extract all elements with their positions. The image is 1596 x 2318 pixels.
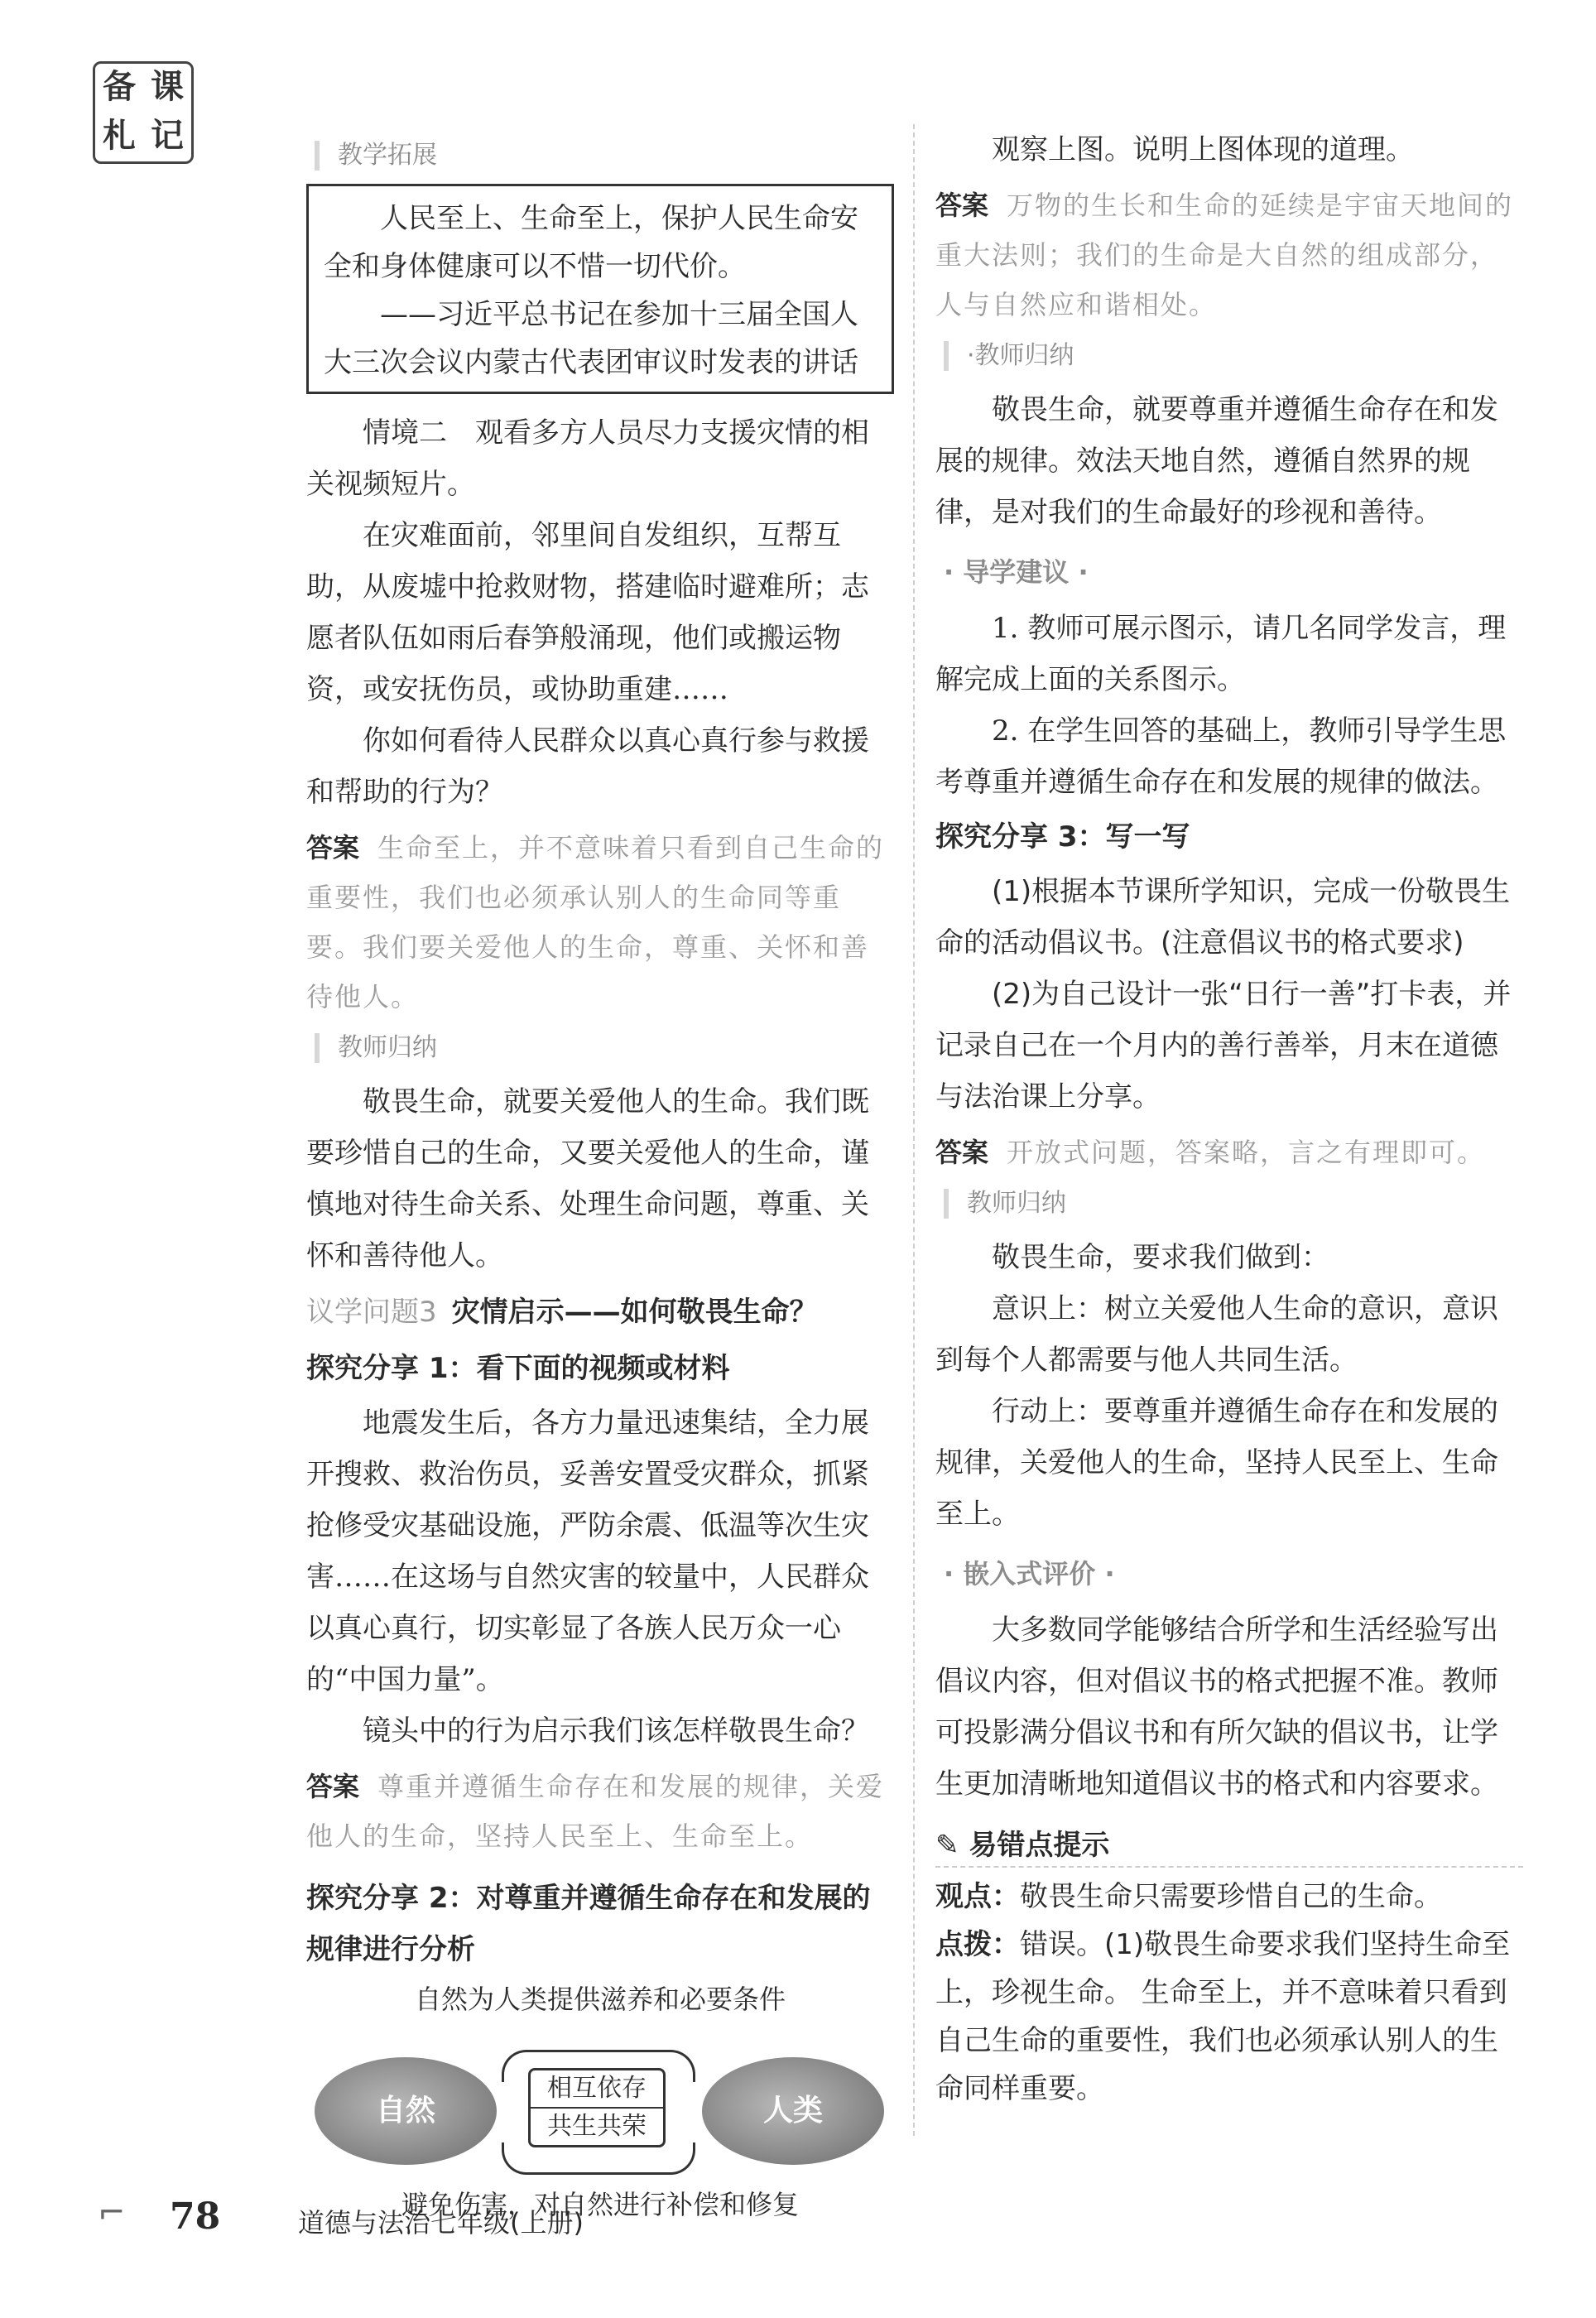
task-1: (1)根据本节课所学知识，完成一份敬畏生命的活动倡议书。(注意倡议书的格式要求)	[935, 875, 1511, 959]
requirement-action: 行动上：要尊重并遵循生命存在和发展的规律，关爱他人的生命，坚持人民至上、生命至上。	[935, 1395, 1498, 1531]
answer-text: 万物的生长和生命的延续是宇宙天地间的重大法则；我们的生命是大自然的组成部分，人与自然应和谐相处。	[935, 190, 1514, 320]
answer-block-4	[935, 1128, 1523, 1177]
quote-text: 人民至上、生命至上，保护人民生命安全和身体健康可以不惜一切代价。	[324, 202, 858, 283]
relationship-1: 相互依存	[547, 2074, 647, 2103]
answer-text: 开放式问题，答案略，言之有理即可。	[1007, 1137, 1486, 1168]
guidance-tag: · 导学建议 ·	[944, 556, 1089, 588]
page-number: 78	[170, 2195, 221, 2238]
task-2: (2)为自己设计一张“日行一善”打卡表，并记录自己在一个月内的善行善举，月末在道德与法治课上分享。	[935, 978, 1512, 1113]
summary-text: 敬畏生命，就要关爱他人的生命。我们既要珍惜自己的生命，又要关爱他人的生命，谨慎地对待生命关系、处理生命问题，尊重、关怀和善待他人。	[306, 1085, 869, 1272]
viewpoint-text: 敬畏生命只需要珍惜自己的生命。	[1020, 1880, 1442, 1913]
question-text: 你如何看待人民群众以真心真行参与救援和帮助的行为？	[306, 724, 869, 809]
material-text: 地震发生后，各方力量迅速集结，全力展开搜救、救治伤员，妥善安置受灾群众，抓紧抢修受灾基础设施，严防余震、低温等次生灾害……在这场与自然灾害的较量中，人民群众以真心真行，切实彰显了各族人民万众一心的“中国力量”。	[306, 1407, 869, 1696]
scenario-text: 在灾难面前，邻里间自发组织，互帮互助，从废墟中抢救财物，搭建临时避难所；志愿者队伍如雨后春笋般涌现，他们或搬运物资，或安抚伤员，或协助重建……	[306, 519, 869, 706]
pencil-icon: ✎	[935, 1829, 959, 1862]
right-column	[935, 124, 1523, 2113]
explore-share-2: 探究分享 2：对尊重并遵循生命存在和发展的规律进行分析	[306, 1882, 871, 1966]
footer-decoration-icon: ⌐	[98, 2194, 126, 2232]
common-mistake-title: 易错点提示	[969, 1829, 1110, 1862]
teacher-summary-tag-3: 教师归纳	[944, 1189, 1523, 1219]
quote-box	[306, 184, 894, 394]
tip	[935, 1921, 1523, 2113]
arrow-human-to-nature	[502, 2142, 695, 2175]
question-text-2: 镜头中的行为启示我们该怎样敬畏生命？	[363, 1714, 869, 1748]
answer-text: 尊重并遵循生命存在和发展的规律，关爱他人的生命，坚持人民至上、生命至上。	[306, 1771, 885, 1852]
guidance-2: 2. 在学生回答的基础上，教师引导学生思考尊重并遵循生命存在和发展的规律的做法。	[935, 714, 1507, 799]
requirements-intro: 敬畏生命，要求我们做到：	[992, 1241, 1329, 1274]
column-divider	[913, 124, 915, 2136]
common-mistake-heading	[935, 1825, 1523, 1868]
discussion-question	[306, 1286, 894, 1338]
stamp-char: 札	[103, 117, 136, 155]
stamp-char: 备	[103, 68, 136, 106]
discussion-tag: 议学问题3	[306, 1296, 437, 1329]
relationship-box	[528, 2068, 666, 2147]
discussion-title: 灾情启示——如何敬畏生命？	[451, 1296, 818, 1329]
answer-text: 生命至上，并不意味着只看到自己生命的重要性，我们也必须承认别人的生命同等重要。我们要关爱他人的生命，尊重、关怀和善待他人。	[306, 832, 885, 1012]
tip-label: 点拨：	[935, 1928, 1020, 1961]
answer-block-3	[935, 180, 1523, 329]
nature-image: 自然	[315, 2057, 497, 2165]
answer-label: 答案	[306, 832, 360, 863]
human-image: 人类	[702, 2057, 884, 2165]
answer-block-2	[306, 1762, 894, 1861]
explore-share-3: 探究分享 3：写一写	[935, 820, 1190, 854]
diagram-top-caption: 自然为人类提供滋养和必要条件	[414, 1984, 786, 2015]
tip-text: 错误。(1)敬畏生命要求我们坚持生命至上，珍视生命。 生命至上，并不意味着只看到自己生命的重要性，我们也必须承认别人的生命同样重要。	[935, 1928, 1511, 2105]
left-column	[306, 132, 894, 2219]
guidance-1: 1. 教师可展示图示，请几名同学发言，理解完成上面的关系图示。	[935, 612, 1507, 696]
relationship-2: 共生共荣	[531, 2107, 663, 2145]
embedded-evaluation-tag: · 嵌入式评价 ·	[944, 1558, 1115, 1589]
viewpoint-label: 观点：	[935, 1880, 1020, 1913]
answer-block	[306, 823, 894, 1022]
lesson-notes-stamp	[93, 61, 194, 164]
evaluation-text: 大多数同学能够结合所学和生活经验写出倡议内容，但对倡议书的格式把握不准。教师可投影满分倡议书和有所欠缺的倡议书，让学生更加清晰地知道倡议书的格式和内容要求。	[935, 1613, 1498, 1801]
observe-question: 观察上图。说明上图体现的道理。	[992, 133, 1414, 166]
answer-label: 答案	[935, 1137, 989, 1168]
requirement-awareness: 意识上：树立关爱他人生命的意识，意识到每个人都需要与他人共同生活。	[935, 1292, 1498, 1377]
answer-label: 答案	[306, 1771, 360, 1802]
stamp-char: 课	[151, 68, 184, 106]
summary-text-2: 敬畏生命，就要尊重并遵循生命存在和发展的规律。效法天地自然，遵循自然界的规律，是对我们的生命最好的珍视和善待。	[935, 393, 1498, 529]
teacher-summary-tag: 教师归纳	[315, 1033, 894, 1063]
scenario-two: 情境二 观看多方人员尽力支援灾情的相关视频短片。	[306, 416, 869, 501]
answer-label: 答案	[935, 190, 989, 221]
teaching-extension-tag: 教学拓展	[315, 141, 894, 171]
book-title: 道德与法治七年级(上册)	[298, 2207, 584, 2239]
explore-share-1: 探究分享 1：看下面的视频或材料	[306, 1352, 730, 1385]
quote-source: ——习近平总书记在参加十三届全国人大三次会议内蒙古代表团审议时发表的讲话	[324, 298, 858, 379]
viewpoint	[935, 1873, 1523, 1921]
diagram-bottom-caption: 避免伤害，对自然进行补偿和修复	[401, 2189, 799, 2220]
nature-human-diagram	[306, 1979, 894, 2219]
teacher-summary-tag-2: ·教师归纳	[944, 341, 1523, 371]
stamp-char: 记	[151, 117, 184, 155]
